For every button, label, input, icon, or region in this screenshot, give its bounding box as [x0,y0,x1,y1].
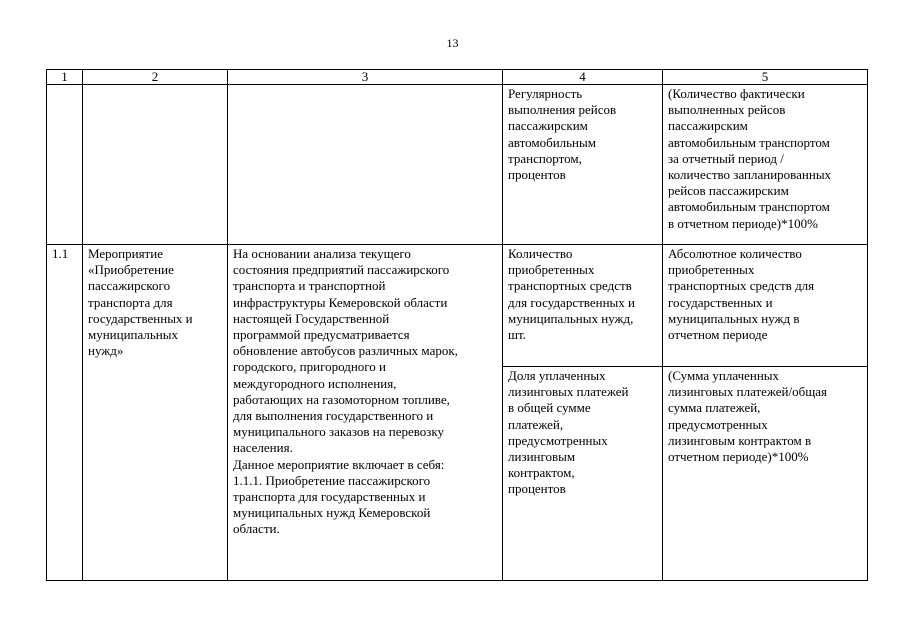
indicators-table [46,69,868,581]
row2-description-cell: На основании анализа текущего состояния предприятий пассажирского транспорта и транспортной инфраструктуры Кемеровской области настоящей Государственной программой предусматривается обновление автобусов различных марок, городского, пригородного и междугородного исполнения, работающих на газомоторном топливе, для выполнения государственного и муниципального заказов на перевозку населения. Данное мероприятие включает в себя: 1.1.1. Приобретение пассажирского транспорта для государственных и муниципальных нужд Кемеровской области. [228,245,503,581]
header-cell-1: 1 [47,70,83,85]
row2-indicator-a-cell: Количество приобретенных транспортных средств для государственных и муниципальных нужд, шт. [503,245,663,367]
header-cell-3: 3 [228,70,503,85]
table-row [47,85,868,245]
row2-formula-b-cell: (Сумма уплаченных лизинговых платежей/общая сумма платежей, предусмотренных лизинговым контрактом в отчетном периоде)*100% [663,367,868,581]
row2-indicator-b-cell: Доля уплаченных лизинговых платежей в общей сумме платежей, предусмотренных лизинговым контрактом, процентов [503,367,663,581]
row2-activity-cell: Мероприятие «Приобретение пассажирского транспорта для государственных и муниципальных нужд» [83,245,228,581]
row1-description-cell [228,85,503,245]
header-cell-5: 5 [663,70,868,85]
row1-activity-cell [83,85,228,245]
header-cell-4: 4 [503,70,663,85]
row2-formula-a-cell: Абсолютное количество приобретенных транспортных средств для государственных и муниципальных нужд в отчетном периоде [663,245,868,367]
header-cell-2: 2 [83,70,228,85]
row1-indicator-cell: Регулярность выполнения рейсов пассажирским автомобильным транспортом, процентов [503,85,663,245]
row1-number-cell [47,85,83,245]
page-number: 13 [446,36,459,50]
table-header-row [47,70,868,85]
table-row [47,245,868,367]
row2-number-cell: 1.1 [47,245,83,581]
row1-formula-cell: (Количество фактически выполненных рейсов пассажирским автомобильным транспортом за отчетный период / количество запланированных рейсов пассажирским автомобильным транспортом в отчетном периоде)*100% [663,85,868,245]
